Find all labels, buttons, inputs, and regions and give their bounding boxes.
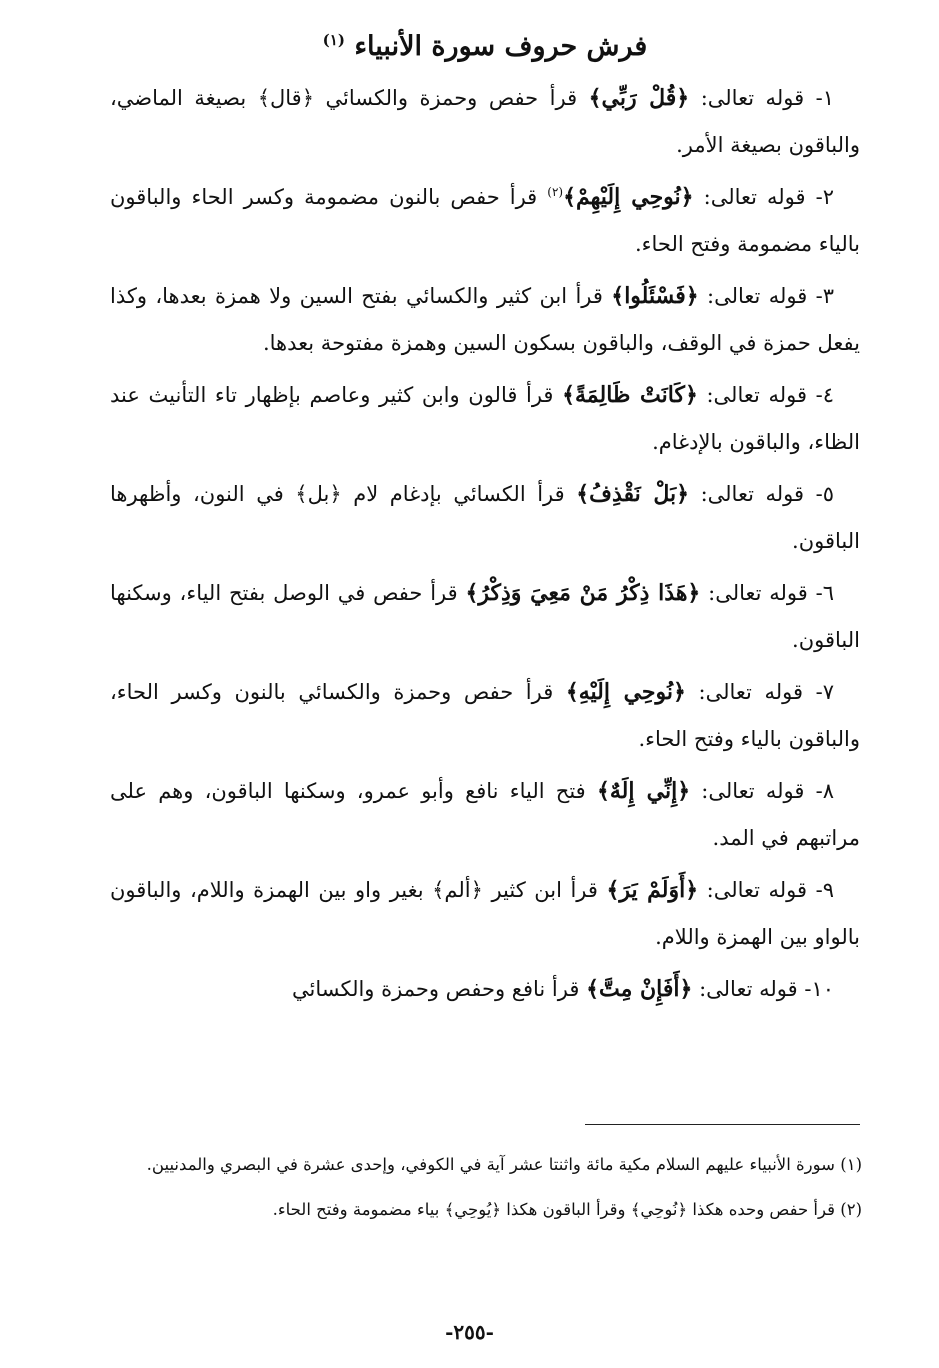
- entry-prefix: ٨- قوله تعالى:: [690, 779, 834, 803]
- page-number: -٢٥٥-: [445, 1320, 494, 1344]
- page-title-text: فرش حروف سورة الأنبياء: [354, 31, 648, 62]
- entry-6: [110, 570, 860, 663]
- entry-text: قرأ حفص في الوصل بفتح الياء، وسكنها الباقون.: [110, 581, 860, 652]
- quran-word: ﴿كَانَتْ ظَالِمَةً﴾: [562, 382, 698, 408]
- quran-word: ﴿هَذَا ذِكْرُ مَنْ مَعِيَ وَذِكْرُ﴾: [465, 580, 701, 606]
- entry-7: [110, 669, 860, 762]
- entry-text: قرأ حفص بالنون مضمومة وكسر الحاء والباقون بالياء مضمومة وفتح الحاء.: [110, 185, 860, 256]
- footnote-2: (٢) قرأ حفص وحده هكذا ﴿نُوحِي﴾ وقرأ الباقون هكذا ﴿يُوحِي﴾ بياء مضمومة وفتح الحاء.: [272, 1200, 862, 1219]
- entry-list: [110, 75, 860, 1013]
- entry-8: [110, 768, 860, 861]
- entry-text: قرأ حفص وحمزة والكسائي ﴿قال﴾ بصيغة الماضي، والباقون بصيغة الأمر.: [110, 86, 860, 157]
- footnotes: [110, 1146, 862, 1236]
- entry-prefix: ٩- قوله تعالى:: [698, 878, 834, 902]
- quran-word: ﴿نُوحِي إِلَيْهِ﴾: [565, 679, 686, 705]
- entry-text: قرأ الكسائي بإدغام لام ﴿بل﴾ في النون، وأظهرها الباقون.: [110, 482, 860, 553]
- entry-3: [110, 273, 860, 366]
- entry-text: فتح الياء نافع وأبو عمرو، وسكنها الباقون، وهم على مراتبهم في المد.: [110, 779, 860, 850]
- footnote-divider: [585, 1124, 860, 1125]
- quran-word: ﴿أَوَلَمْ يَرَ﴾: [606, 877, 699, 903]
- entry-5: [110, 471, 860, 564]
- entry-prefix: ٥- قوله تعالى:: [689, 482, 834, 506]
- entry-prefix: ١- قوله تعالى:: [689, 86, 834, 110]
- entry-9: [110, 867, 860, 960]
- entry-prefix: ١٠- قوله تعالى:: [692, 977, 834, 1001]
- entry-text: قرأ ابن كثير والكسائي بفتح السين ولا همزة بعدها، وكذا يفعل حمزة في الوقف، والباقون بسكون السين وهمزة مفتوحة بعدها.: [110, 284, 860, 355]
- entry-prefix: ٢- قوله تعالى:: [693, 185, 834, 209]
- title-footnote-marker: (١): [322, 31, 345, 49]
- footnote-1: (١) سورة الأنبياء عليهم السلام مكية مائة واثنتا عشر آية في الكوفي، وإحدى عشرة في البصري والمدنيين.: [146, 1155, 862, 1174]
- quran-word: ﴿أَفَإِنْ مِتَّ﴾: [586, 976, 693, 1002]
- entry-text: قرأ حفص وحمزة والكسائي بالنون وكسر الحاء، والباقون بالياء وفتح الحاء.: [110, 680, 860, 751]
- entry-2: [110, 174, 860, 267]
- quran-word: ﴿فَسْئَلُوا﴾: [611, 283, 699, 309]
- quran-word: ﴿قُلْ رَبِّي﴾: [588, 85, 690, 111]
- entry-prefix: ٣- قوله تعالى:: [698, 284, 834, 308]
- entry-text: قرأ ابن كثير ﴿ألم﴾ بغير واو بين الهمزة واللام، والباقون بالواو بين الهمزة واللام.: [110, 878, 860, 949]
- entry-10: [110, 966, 860, 1013]
- entry-prefix: ٧- قوله تعالى:: [685, 680, 834, 704]
- entry-prefix: ٤- قوله تعالى:: [697, 383, 834, 407]
- entry-text: قرأ نافع وحفص وحمزة والكسائي: [292, 977, 587, 1001]
- quran-word: ﴿نُوحِي إِلَيْهِمْ﴾: [563, 184, 694, 210]
- entry-4: [110, 372, 860, 465]
- footnote-marker: (٢): [547, 185, 564, 199]
- page-title: [110, 18, 860, 69]
- entry-text: قرأ قالون وابن كثير وعاصم بإظهار تاء التأنيث عند الظاء، والباقون بالإدغام.: [110, 383, 860, 454]
- entry-1: [110, 75, 860, 168]
- entry-prefix: ٦- قوله تعالى:: [700, 581, 834, 605]
- quran-word: ﴿إِنِّي إِلَهٌ﴾: [596, 778, 691, 804]
- quran-word: ﴿بَلْ نَقْذِفُ﴾: [576, 481, 689, 507]
